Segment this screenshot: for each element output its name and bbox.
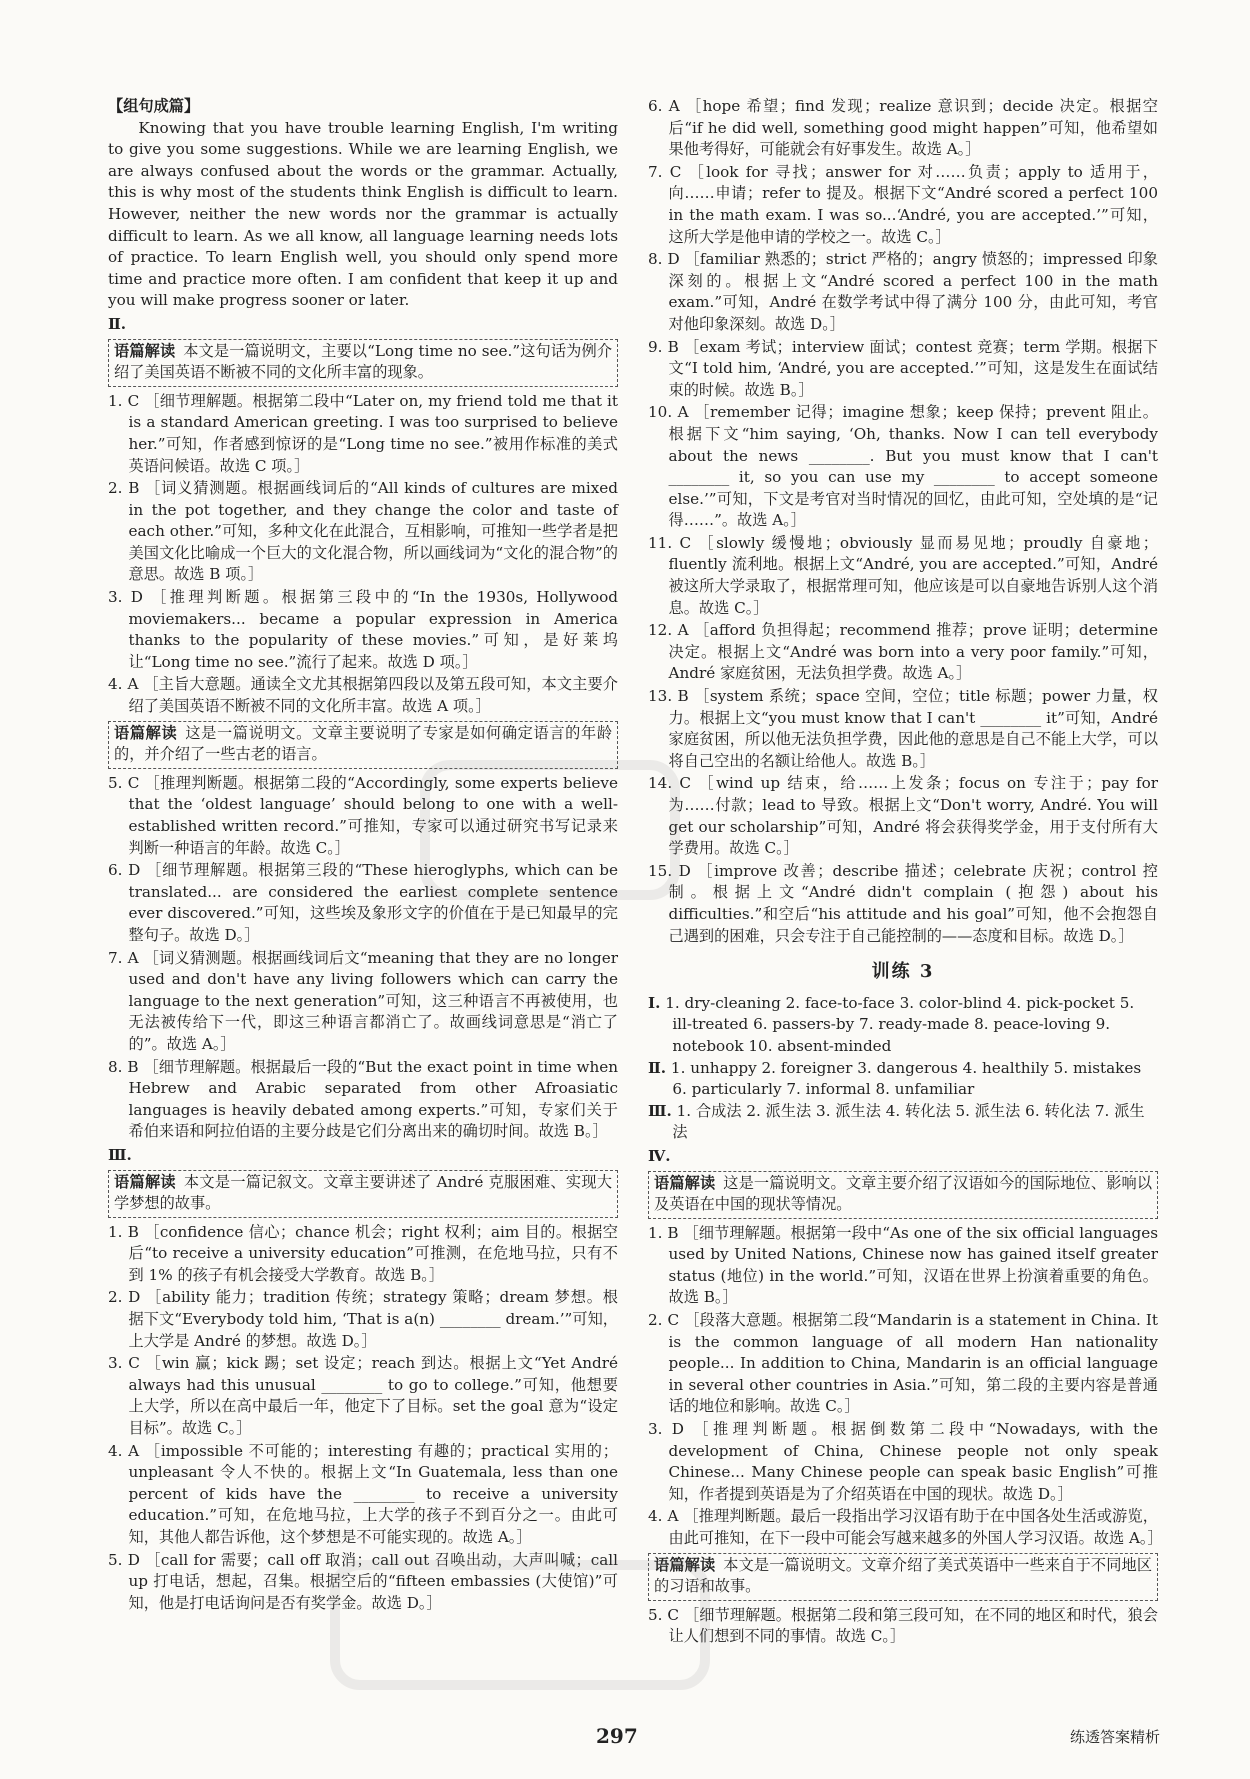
passage-note-label: 语篇解读 <box>114 341 176 360</box>
passage-note-box <box>648 1553 1158 1601</box>
left-column <box>108 96 618 1615</box>
answer-group-3 <box>648 1101 1158 1144</box>
answer-item: 5. C ［推理判断题。根据第二段的“Accordingly, some experts believe that the ‘oldest language’ should belong to one with a well-established written record.”可推知，专家可以通过研究书写记录来判断一种语言的年龄。故选 C。］ <box>108 773 618 857</box>
answer-text: 1. dry-cleaning 2. face-to-face 3. color-blind 4. pick-pocket 5. ill-treated 6. passers-by 7. ready-made 8. peace-loving 9. notebook 10. absent-minded <box>665 993 1135 1055</box>
answer-item: 2. D ［ability 能力；tradition 传统；strategy 策略；dream 梦想。根据下文“Everybody told him, ‘That is a(n) ________ dream.’”可知，上大学是 André 的梦想。故选 D。］ <box>108 1288 618 1350</box>
answer-group-2 <box>648 1058 1158 1101</box>
answer-item: 5. D ［call for 需要；call off 取消；call out 召唤出动，大声叫喊；call up 打电话，想起，召集。根据空后的“fifteen embassies (大使馆)”可知，他是打电话询问是否有奖学金。故选 D。］ <box>108 1550 618 1612</box>
answer-item: 10. A ［remember 记得；imagine 想象；keep 保持；prevent 阻止。根据下文“him saying, ‘Oh, thanks. Now I can tell everybody about the news ________. But you must know that I can't ________ it, so you can use my ________ to accept someone else.’”可知，下文是考官对当时情况的回忆，由此可知，空处填的是“记得……”。故选 A。］ <box>648 403 1158 530</box>
section-heading: 【组句成篇】 <box>108 97 200 115</box>
section-label-4: Ⅳ. <box>648 1146 671 1165</box>
answer-item: 4. A ［主旨大意题。通读全文尤其根据第四段以及第五段可知，本文主要介绍了美国英语不断被不同的文化所丰富。故选 A 项。］ <box>108 675 618 716</box>
answer-item: 2. B ［词义猜测题。根据画线词后的“All kinds of cultures are mixed in the pot together, and they change the color and taste of each other.”可知，多种文化在此混合，互相影响，可推知一些学者是把美国文化比喻成一个巨大的文化混合物，所以画线词为“文化的混合物”的意思。故选 B 项。］ <box>108 479 618 584</box>
passage-note-label: 语篇解读 <box>114 723 178 742</box>
answer-item: 3. D ［推理判断题。根据第三段中的“In the 1930s, Hollywood moviemakers... became a popular expression in America thanks to the popularity of these movies.”可知，是好莱坞让“Long time no see.”流行了起来。故选 D 项。］ <box>108 588 618 671</box>
answer-item: 2. C ［段落大意题。根据第二段“Mandarin is a statement in China. It is the common language of all modern Han nationality people... In addition to China, Mandarin is an official language in several other countries in Asia.”可知，第二段的主要内容是普通话的地位和影响。故选 C。］ <box>648 1311 1158 1416</box>
answer-item: 7. C ［look for 寻找；answer for 对……负责；apply to 适用于，向……申请；refer to 提及。根据下文“André scored a perfect 100 in the math exam. I was so...‘André, you are accepted.’”可知，这所大学是他申请的学校之一。故选 C。］ <box>648 162 1158 246</box>
passage-note-label: 语篇解读 <box>114 1172 176 1191</box>
section-title: 训练 3 <box>871 961 935 983</box>
section-label-2: Ⅱ. <box>108 314 127 333</box>
answer-text: 1. 合成法 2. 派生法 3. 派生法 4. 转化法 5. 派生法 6. 转化法 7. 派生法 <box>672 1101 1145 1142</box>
passage-note-box <box>108 339 618 387</box>
answer-item: 12. A ［afford 负担得起；recommend 推荐；prove 证明；determine 决定。根据上文“André was born into a very poor family.”可知，André 家庭贫困，无法负担学费。故选 A。］ <box>648 621 1158 683</box>
passage-note-text: 本文是一篇记叙文。文章主要讲述了 André 克服困难、实现大学梦想的故事。 <box>114 1172 613 1213</box>
answer-item: 5. C ［细节理解题。根据第二段和第三段可知，在不同的地区和时代，狼会让人们想到不同的事情。故选 C。］ <box>648 1605 1158 1646</box>
answer-text: 1. unhappy 2. foreigner 3. dangerous 4. healthily 5. mistakes 6. particularly 7. informal 8. unfamiliar <box>670 1058 1142 1099</box>
answer-item: 6. A ［hope 希望；find 发现；realize 意识到；decide 决定。根据空后“if he did well, something good might happen”可知，他希望如果他考得好，可能就会有好事发生。故选 A。］ <box>648 97 1158 159</box>
roman-label: Ⅱ. <box>648 1058 667 1077</box>
answer-item: 4. A ［impossible 不可能的；interesting 有趣的；practical 实用的；unpleasant 令人不快的。根据上文“In Guatemala, less than one percent of kids have the ________ to receive a university education.”可知，在危地马拉，上大学的孩子不到百分之一。由此可知，其他人都告诉他，这个梦想是不可能实现的。故选 A。］ <box>108 1441 618 1546</box>
answer-item: 1. B ［细节理解题。根据第一段中“As one of the six official languages used by United Nations, Chinese now has gained itself greater status (地位) in the world.”可知，汉语在世界上扮演着重要的角色。故选 B。］ <box>648 1223 1158 1307</box>
answer-item: 13. B ［system 系统；space 空间，空位；title 标题；power 力量，权力。根据上文“you must know that I can't ________ it”可知，André 家庭贫困，所以他无法负担学费，因此他的意思是自己不能上大学，可以将自己空出的名额让给他人。故选 B。］ <box>648 687 1158 770</box>
answer-item: 1. B ［confidence 信心；chance 机会；right 权利；aim 目的。根据空后“to receive a university education”可推测，在危地马拉，只有不到 1% 的孩子有机会接受大学教育。故选 B。］ <box>108 1222 618 1284</box>
answer-item: 7. A ［词义猜测题。根据画线词后文“meaning that they are no longer used and don't have any living followers which can carry the language to the next generation”可知，这三种语言不再被使用，也无法被传给下一代，即这三种语言都消亡了。故画线词意思是“消亡了的”。故选 A。］ <box>108 948 618 1053</box>
passage-note-box <box>108 721 618 769</box>
page-number: 297 <box>596 1724 638 1748</box>
answer-item: 4. A ［推理判断题。最后一段指出学习汉语有助于在中国各处生活或游览，由此可推知，在下一段中可能会写越来越多的外国人学习汉语。故选 A。］ <box>648 1507 1163 1547</box>
passage-note-box <box>648 1171 1158 1219</box>
answer-item: 8. B ［细节理解题。根据最后一段的“But the exact point in time when Hebrew and Arabic separated from other Afroasiatic languages is heavily debated among experts.”可知，专家们关于希伯来语和阿拉伯语的主要分歧是它们分离出来的确切时间。故选 B。］ <box>108 1057 618 1141</box>
answer-item: 8. D ［familiar 熟悉的；strict 严格的；angry 愤怒的；impressed 印象深刻的。根据上文“André scored a perfect 100 in the math exam.”可知，André 在数学考试中得了满分 100 分，由此可知，考官对他印象深刻。故选 D。］ <box>648 250 1158 333</box>
passage-note-label: 语篇解读 <box>654 1555 716 1574</box>
answer-item: 3. C ［win 赢；kick 踢；set 设定；reach 到达。根据上文“Yet André always had this unusual ________ to go to college.”可知，他想要上大学，所以在高中最后一年，他定下了目标。set the goal 意为“设定目标”。故选 C。］ <box>108 1354 618 1438</box>
answer-item: 1. C ［细节理解题。根据第二段中“Later on, my friend told me that it is a standard American greeting. I was too surprised to believe her.”可知，作者感到惊讶的是“Long time no see.”被用作标准的美式英语问候语。故选 C 项。］ <box>108 391 618 475</box>
answer-item: 3. D ［推理判断题。根据倒数第二段中“Nowadays, with the development of China, Chinese people not only speak Chinese... Many Chinese people can speak basic English”可推知，作者提到英语是为了介绍英语在中国的现状。故选 D。］ <box>648 1420 1158 1503</box>
right-column <box>648 96 1163 1649</box>
passage-note-text: 本文是一篇说明文。文章介绍了美式英语中一些来自于不同地区的习语和故事。 <box>654 1555 1153 1596</box>
roman-label: Ⅲ. <box>648 1101 672 1120</box>
passage-note-text: 这是一篇说明文。文章主要介绍了汉语如今的国际地位、影响以及英语在中国的现状等情况。 <box>654 1173 1153 1214</box>
answer-item: 6. D ［细节理解题。根据第三段的“These hieroglyphs, which can be translated... are considered the earliest complete sentence ever discovered.”可知，这些埃及象形文字的价值在于是已知最早的完整句子。故选 D。］ <box>108 861 618 944</box>
roman-label: Ⅰ. <box>648 993 661 1012</box>
essay-paragraph: Knowing that you have trouble learning English, I'm writing to give you some suggestions. While we are learning English, we are always confused about the words or the grammar. Actually, this is why most of the students think English is difficult to learn. However, neither the new words nor the grammar is actually difficult to learn. As we all know, all language learning needs lots of practice. To learn English well, you should only spend more time and practice more often. I am confident that keep it up and you will make progress sooner or later. <box>108 118 618 310</box>
passage-note-box <box>108 1170 618 1218</box>
section-label-3: Ⅲ. <box>108 1145 132 1164</box>
answer-item: 14. C ［wind up 结束，给……上发条；focus on 专注于；pay for 为……付款；lead to 导致。根据上文“Don't worry, André. You will get our scholarship”可知，André 将会获得奖学金，用于支付所有大学费用。故选 C。］ <box>648 774 1158 858</box>
answer-item: 9. B ［exam 考试；interview 面试；contest 竞赛；term 学期。根据下文“I told him, ‘André, you are accepted.’”可知，这是发生在面试结束的时候。故选 B。］ <box>648 337 1158 399</box>
passage-note-text: 这是一篇说明文。文章主要说明了专家是如何确定语言的年龄的，并介绍了一些古老的语言。 <box>114 723 613 764</box>
passage-note-label: 语篇解读 <box>654 1173 716 1192</box>
passage-note-text: 本文是一篇说明文，主要以“Long time no see.”这句话为例介绍了美国英语不断被不同的文化所丰富的现象。 <box>114 341 613 382</box>
footer-label: 练透答案精析 <box>1069 1728 1160 1746</box>
answer-item: 11. C ［slowly 缓慢地；obviously 显而易见地；proudly 自豪地；fluently 流利地。根据上文“André, you are accepted.”可知，André 被这所大学录取了，根据常理可知，他应该是可以自豪地告诉别人这个消息。故选 C。］ <box>648 533 1158 617</box>
answer-group-1 <box>648 993 1158 1058</box>
answer-item: 15. D ［improve 改善；describe 描述；celebrate 庆祝；control 控制。根据上文“André didn't complain (抱怨) about his difficulties.”和空后“his attitude and his goal”可知，他不会抱怨自己遇到的困难，只会专注于自己能控制的——态度和目标。故选 D。］ <box>648 861 1158 945</box>
